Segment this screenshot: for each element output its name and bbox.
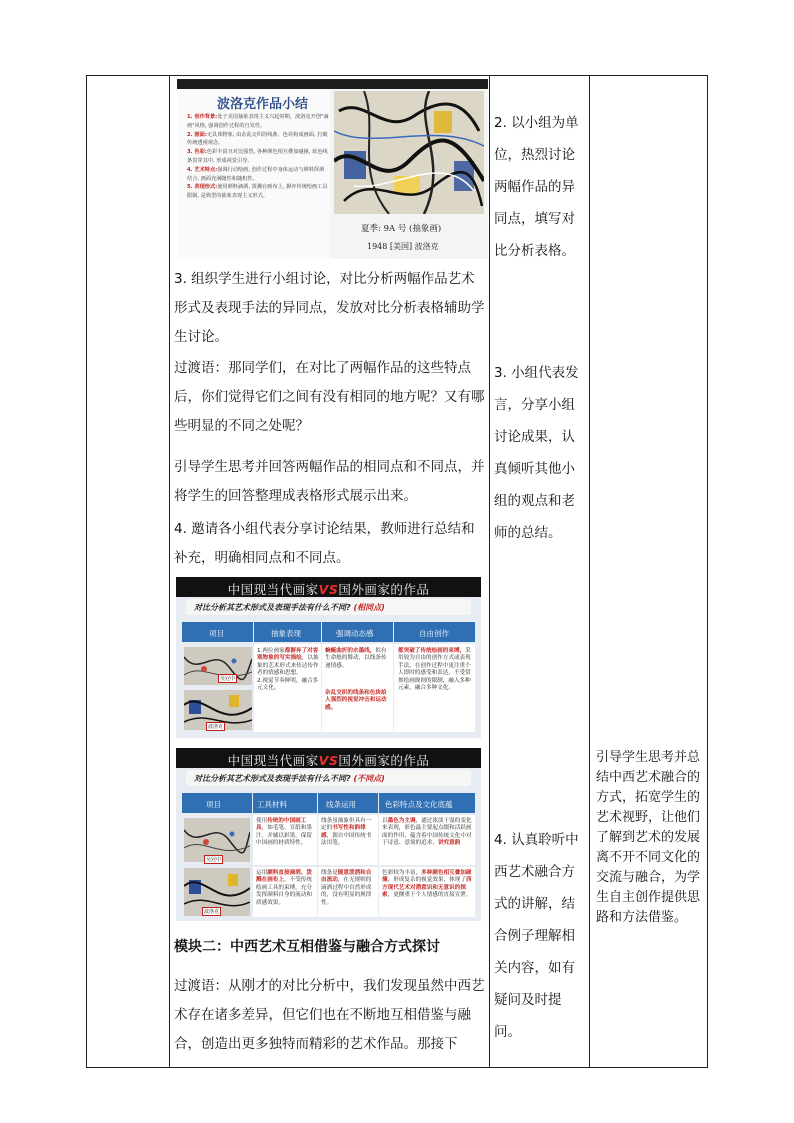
similarities-slide — [176, 577, 481, 738]
cell-text: 都突破了传统绘画的束缚，采用较为自由的创作方式或表现手法，在创作过程中更注重个人即时的感受和表达，不受常规绘画规则的限制，融入多种元素，融合多种文化。 — [398, 648, 471, 692]
slide-title: 波洛克作品小结 — [217, 97, 309, 112]
column-header: 强调动态感 — [336, 629, 374, 638]
cell-text: 线条虽抽象但具有一定的书写性和韵律感，源自中国传统书法用笔。 — [321, 818, 372, 847]
cell-text: 蜿蜒曲折的水墨线，似有生命般的舞动，以线条传递情感。 — [325, 648, 387, 669]
student-activity: 2. 以小组为单位，热烈讨论两幅作品的异同点，填写对比分析表格。 — [494, 115, 579, 259]
slide-header-text: 中国现当代画家VS国外画家的作品 — [227, 582, 430, 597]
summary-point: 1. 创作背景:处于美国抽象表现主义兴起时期，波洛克开创"滴画"风格, 强调创作过程的自发性。 — [187, 114, 329, 129]
cell-text: 色彩较为丰富，多种颜色相互叠加碰撞，形成复杂的视觉效果，体现了西方现代艺术对潜意识和无意识的探索，更侧重于个人情感的直接宣泄。 — [382, 870, 472, 899]
paragraph: 4. 邀请各小组代表分享讨论结果，教师进行总结和补充，明确相同点和不同点。 — [174, 521, 475, 566]
thumbnail-label: 吴冠中 — [220, 676, 236, 682]
student-activity: 4. 认真聆听中西艺术融合方式的讲解，结合例子理解相关内容，如有疑问及时提问。 — [494, 832, 579, 1040]
thumbnail-label: 波洛克 — [208, 724, 224, 730]
summary-point: 3. 色彩:色彩丰富且对比强烈, 各种颜色相互叠加碰撞, 蓝色线条贯穿其中, 形成视觉引导。 — [187, 149, 328, 164]
summary-point: 5. 表现形式:使用颜料滴洒, 泼溅在画布上, 摒弃传统绘画工具限制, 是典型的抽象表现主义形式。 — [187, 184, 328, 200]
column-header: 项目 — [206, 800, 221, 809]
thumbnail-label: 吴冠中 — [206, 857, 222, 863]
column-header: 自由创作 — [419, 629, 449, 638]
painting-caption: 夏季: 9A 号 (抽象画) — [361, 224, 442, 234]
column-header: 项目 — [209, 629, 224, 638]
cell-text: 1.两位画家都摒弃了对客观物象的写实描绘，以抽象的艺术形式来传达传作者的情感和思想。 2.视觉节奏鲜明，融合多元文化。 — [257, 648, 319, 692]
cell-text: 使用传统的中国画工具，如毛笔、宣纸和墨汁，并辅以彩墨，保留中国画的材质特性。 — [256, 818, 312, 847]
column-header: 抽象表现 — [271, 629, 301, 638]
design-intent-column — [590, 75, 708, 1068]
cell-text: 以墨色为主调，通过浓淡干湿的变化来表现，彩色最主要起点缀和活跃画面的作用，蕴含着中国传统文化中对于诗意、意境的追求，讲究意韵 — [382, 818, 472, 847]
slide-subtitle: 对比分析其艺术形式及表现手法有什么不同? (相同点) — [194, 603, 385, 612]
design-intent-text: 引导学生思考并总结中西艺术融合的方式，拓宽学生的艺术视野，让他们了解到艺术的发展离不开不同文化的交流与融合，为学生自主创作提供思路和方法借鉴。 — [596, 750, 701, 925]
column-header: 工具材料 — [257, 800, 287, 809]
differences-slide — [176, 748, 481, 921]
painting-caption: 1948 [美国] 波洛克 — [367, 242, 439, 251]
paragraph: 3. 组织学生进行小组讨论，对比分析两幅作品艺术形式及表现手法的异同点，发放对比分析表格辅助学生讨论。 — [174, 271, 485, 345]
column-header: 色彩特点及文化底蕴 — [385, 800, 453, 809]
thumbnail-label: 波洛克 — [204, 909, 220, 915]
column-header: 线条运用 — [326, 800, 356, 809]
paragraph: 过渡语：那同学们，在对比了两幅作品的这些特点后，你们觉得它们之间有没有相同的地方呢？又有哪些明显的不同之处呢？ — [174, 360, 485, 434]
cell-text: 线条是随意泼洒和自由流动，在无规则的滴洒过程中自然形成的，没有明显的规律性。 — [321, 870, 372, 906]
cell-text: 运用颜料直接滴洒、泼溅在画布上，不受传统绘画工具的束缚，充分发挥颜料自身的流动和质感效果。 — [256, 870, 312, 906]
student-activity-column — [490, 75, 587, 1068]
paragraph: 引导学生思考并回答两幅作品的相同点和不同点，并将学生的回答整理成表格形式展示出来。 — [174, 459, 485, 504]
cell-text: 杂乱交织的线条和色块给人强烈的视觉冲击和运动感。 — [325, 690, 387, 711]
summary-point: 4. 艺术特点:强调行动绘画, 创作过程中身体运动与颜料挥洒结合, 画面充满随性和随机性。 — [187, 166, 325, 182]
section-heading: 模块二：中西艺术互相借鉴与融合方式探讨 — [174, 939, 440, 955]
summary-point: 2. 画面:无具体物象, 由杂乱交织的线条、色块构成画面, 打破传统透视观念。 — [187, 131, 328, 147]
slide-header-text: 中国现当代画家VS国外画家的作品 — [227, 753, 430, 768]
paragraph: 过渡语：从刚才的对比分析中，我们发现虽然中西艺术存在诸多差异，但它们也在不断地互相借鉴与融合，创造出更多独特而精彩的艺术作品。那接下 — [174, 978, 485, 1052]
slide-subtitle: 对比分析其艺术形式及表现手法有什么不同? (不同点) — [194, 774, 385, 783]
student-activity: 3. 小组代表发言，分享小组讨论成果，认真倾听其他小组的观点和老师的总结。 — [494, 365, 579, 541]
